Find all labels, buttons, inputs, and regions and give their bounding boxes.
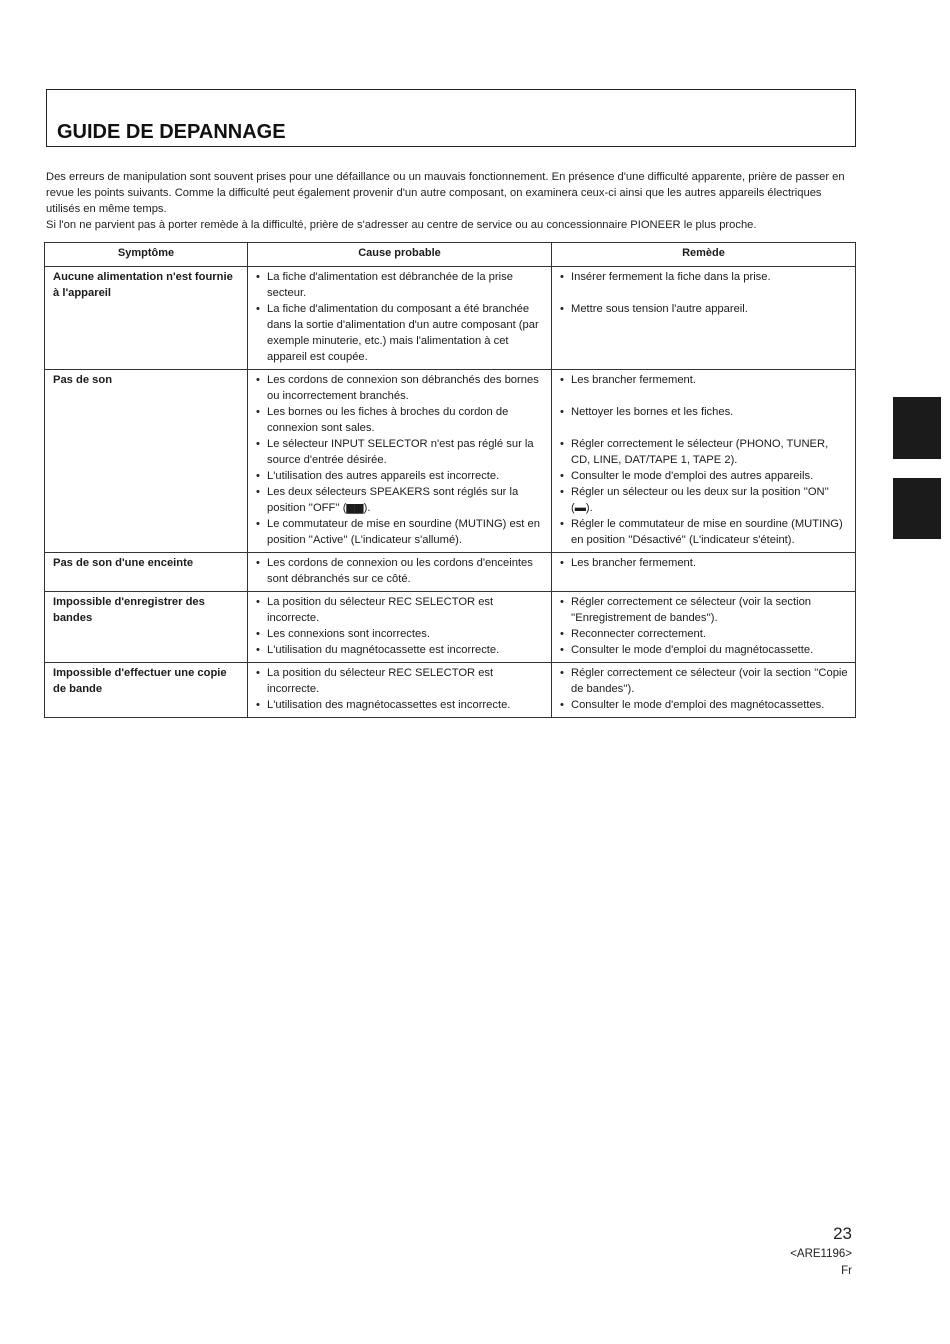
remedy-cell — [552, 370, 856, 553]
page-number: 23 — [833, 1224, 852, 1243]
table-row — [45, 663, 856, 718]
cause-item: • Le sélecteur INPUT SELECTOR n'est pas réglé sur la source d'entrée désirée. — [255, 436, 545, 468]
header-remedy: Remède — [552, 243, 856, 267]
remedy-item: • Consulter le mode d'emploi du magnétocassette. — [559, 642, 849, 658]
cause-cell — [248, 370, 552, 553]
cause-item: • La fiche d'alimentation est débranchée de la prise secteur. — [255, 269, 545, 301]
cause-item: • Les cordons de connexion ou les cordons d'enceintes sont débranchés sur ce côté. — [255, 555, 545, 587]
remedy-cell — [552, 592, 856, 663]
remedy-item: • Les brancher fermement. — [559, 372, 849, 388]
cause-cell — [248, 663, 552, 718]
cause-cell — [248, 267, 552, 370]
symptom-cell: Impossible d'enregistrer des bandes — [45, 592, 248, 663]
cause-item: • La position du sélecteur REC SELECTOR est incorrecte. — [255, 594, 545, 626]
troubleshooting-table — [44, 242, 856, 718]
cause-item: • L'utilisation des magnétocassettes est incorrecte. — [255, 697, 545, 713]
document-code: <ARE1196> — [790, 1248, 852, 1260]
table-row — [45, 267, 856, 370]
language-code: Fr — [841, 1265, 852, 1277]
cause-item: • Les cordons de connexion son débranchés des bornes ou incorrectement branchés. — [255, 372, 545, 404]
remedy-item: • Les brancher fermement. — [559, 555, 849, 571]
remedy-item: • Insérer fermement la fiche dans la prise. — [559, 269, 849, 285]
remedy-item: • Reconnecter correctement. — [559, 626, 849, 642]
intro-paragraph-1: Des erreurs de manipulation sont souvent prises pour une défaillance ou un mauvais fonctionnement. En présence d'une difficulté apparente, prière de passer en revue les points suivants. Comme la difficulté peut également provenir d'un autre composant, on examinera ceux-ci ainsi que les autres appareils électriques utilisés en même temps. — [46, 171, 845, 215]
intro-text — [46, 169, 858, 233]
remedy-item: • Régler correctement ce sélecteur (voir la section ''Copie de bandes''). — [559, 665, 849, 697]
remedy-item: • Régler correctement ce sélecteur (voir la section ''Enregistrement de bandes''). — [559, 594, 849, 626]
cause-item: • La fiche d'alimentation du composant a été branchée dans la sortie d'alimentation d'un autre composant (par exemple minuterie, etc.) mais l'alimentation à cet appareil est coupée. — [255, 301, 545, 365]
remedy-item: • Régler le commutateur de mise en sourdine (MUTING) en position ''Désactivé'' (L'indicateur s'éteint). — [559, 516, 849, 548]
remedy-spacer — [559, 420, 849, 436]
intro-paragraph-2: Si l'on ne parvient pas à porter remède à la difficulté, prière de s'adresser au centre de service ou au concessionnaire PIONEER le plus proche. — [46, 219, 757, 231]
remedy-cell — [552, 553, 856, 592]
cause-cell — [248, 553, 552, 592]
remedy-cell — [552, 663, 856, 718]
symptom-cell: Aucune alimentation n'est fournie à l'appareil — [45, 267, 248, 370]
section-tab-marker — [893, 478, 941, 539]
table-header-row — [45, 243, 856, 267]
symptom-cell: Impossible d'effectuer une copie de bande — [45, 663, 248, 718]
cause-item: • L'utilisation des autres appareils est incorrecte. — [255, 468, 545, 484]
remedy-spacer — [559, 388, 849, 404]
table-row — [45, 370, 856, 553]
header-symptom: Symptôme — [45, 243, 248, 267]
cause-item: • Les deux sélecteurs SPEAKERS sont réglés sur la position ''OFF'' (▆▆). — [255, 484, 545, 516]
remedy-item: • Consulter le mode d'emploi des autres appareils. — [559, 468, 849, 484]
section-tab-marker — [893, 397, 941, 459]
remedy-spacer — [559, 285, 849, 301]
remedy-item: • Nettoyer les bornes et les fiches. — [559, 404, 849, 420]
remedy-item: • Mettre sous tension l'autre appareil. — [559, 301, 849, 317]
page-title: GUIDE DE DEPANNAGE — [57, 121, 286, 143]
cause-item: • Le commutateur de mise en sourdine (MUTING) est en position ''Active'' (L'indicateur s'allumé). — [255, 516, 545, 548]
remedy-cell — [552, 267, 856, 370]
cause-item: • Les bornes ou les fiches à broches du cordon de connexion sont sales. — [255, 404, 545, 436]
symptom-cell: Pas de son d'une enceinte — [45, 553, 248, 592]
remedy-item: • Régler correctement le sélecteur (PHONO, TUNER, CD, LINE, DAT/TAPE 1, TAPE 2). — [559, 436, 849, 468]
table-row — [45, 592, 856, 663]
remedy-item: • Régler un sélecteur ou les deux sur la position ''ON'' (▬). — [559, 484, 849, 516]
header-cause: Cause probable — [248, 243, 552, 267]
cause-cell — [248, 592, 552, 663]
table-row — [45, 553, 856, 592]
cause-item: • L'utilisation du magnétocassette est incorrecte. — [255, 642, 545, 658]
cause-item: • Les connexions sont incorrectes. — [255, 626, 545, 642]
cause-item: • La position du sélecteur REC SELECTOR est incorrecte. — [255, 665, 545, 697]
title-box — [46, 89, 856, 147]
symptom-cell: Pas de son — [45, 370, 248, 553]
remedy-item: • Consulter le mode d'emploi des magnétocassettes. — [559, 697, 849, 713]
